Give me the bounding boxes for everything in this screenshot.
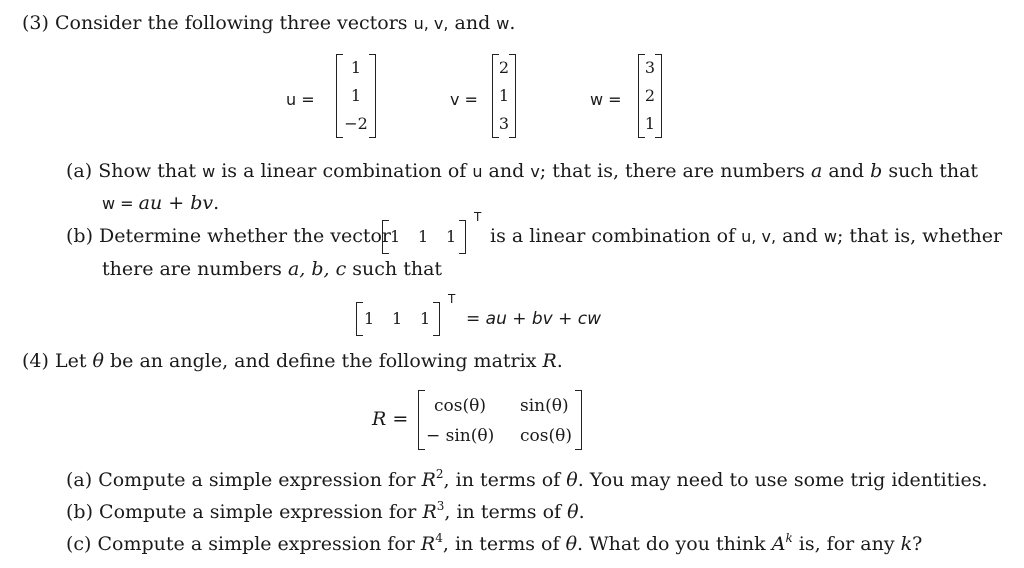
q3b-label: (b) <box>66 225 93 247</box>
u-entry: −2 <box>344 114 368 133</box>
matrix-entry: − sin(θ) <box>426 426 495 446</box>
row-entry: 1 <box>390 227 401 246</box>
q4-number: (4) <box>22 350 49 372</box>
q3b-line1-left: (b) Determine whether the vector <box>66 225 392 247</box>
R-label: R = <box>372 408 409 430</box>
matrix-entry: sin(θ) <box>520 396 569 416</box>
q4b-label: (b) <box>66 501 93 523</box>
w-entry: 3 <box>644 58 656 77</box>
q3b-line1-right: is a linear combination of u, v, and w; that is, whether <box>490 225 1003 247</box>
v-entry: 2 <box>498 58 510 77</box>
q4a: (a) Compute a simple expression for $R^2$, in terms of θ. You may need to use some trig identities. <box>66 467 988 491</box>
q3a-label: (a) <box>66 160 93 182</box>
q4c: (c) Compute a simple expression for $R^4$, in terms of θ. What do you think $A^k$ is, for any k? <box>66 531 923 555</box>
q3a-line1: (a) Show that w is a linear combination of u and v; that is, there are numbers a and b such that <box>66 160 979 182</box>
q4c-label: (c) <box>66 533 92 555</box>
w-entry: 1 <box>644 114 656 133</box>
v-label: v = <box>450 90 478 109</box>
vector-u <box>336 54 376 138</box>
u-entry: 1 <box>350 86 362 105</box>
eq-row-vector <box>356 302 440 336</box>
q4a-label: (a) <box>66 469 93 491</box>
matrix-entry: cos(θ) <box>434 396 486 416</box>
v-entry: 1 <box>498 86 510 105</box>
row-entry: 1 <box>418 227 429 246</box>
vector-w <box>638 54 662 138</box>
q4-heading: (4) Let θ be an angle, and define the following matrix R. <box>22 350 563 372</box>
transpose-mark: T <box>448 292 456 306</box>
matrix-entry: cos(θ) <box>520 426 572 446</box>
transpose-mark: T <box>474 210 482 224</box>
q3b-line2: there are numbers a, b, c such that <box>102 258 443 280</box>
eq-rhs: = au + bv + cw <box>466 309 602 329</box>
v-entry: 3 <box>498 114 510 133</box>
vector-v <box>492 54 516 138</box>
q3-heading: (3) Consider the following three vectors u, v, and w. <box>22 12 516 34</box>
row-entry: 1 <box>446 227 457 246</box>
row-entry: 1 <box>420 309 431 328</box>
w-label: w = <box>590 90 622 109</box>
u-label: u = <box>286 90 315 109</box>
u-entry: 1 <box>350 58 362 77</box>
matrix-R <box>418 390 582 450</box>
row-vector <box>382 220 466 254</box>
q3-number: (3) <box>22 12 49 34</box>
w-entry: 2 <box>644 86 656 105</box>
q3a-line2: w = au + bv. <box>102 192 220 214</box>
row-entry: 1 <box>364 309 375 328</box>
row-entry: 1 <box>392 309 403 328</box>
q4b: (b) Compute a simple expression for $R^3$, in terms of θ. <box>66 499 585 523</box>
